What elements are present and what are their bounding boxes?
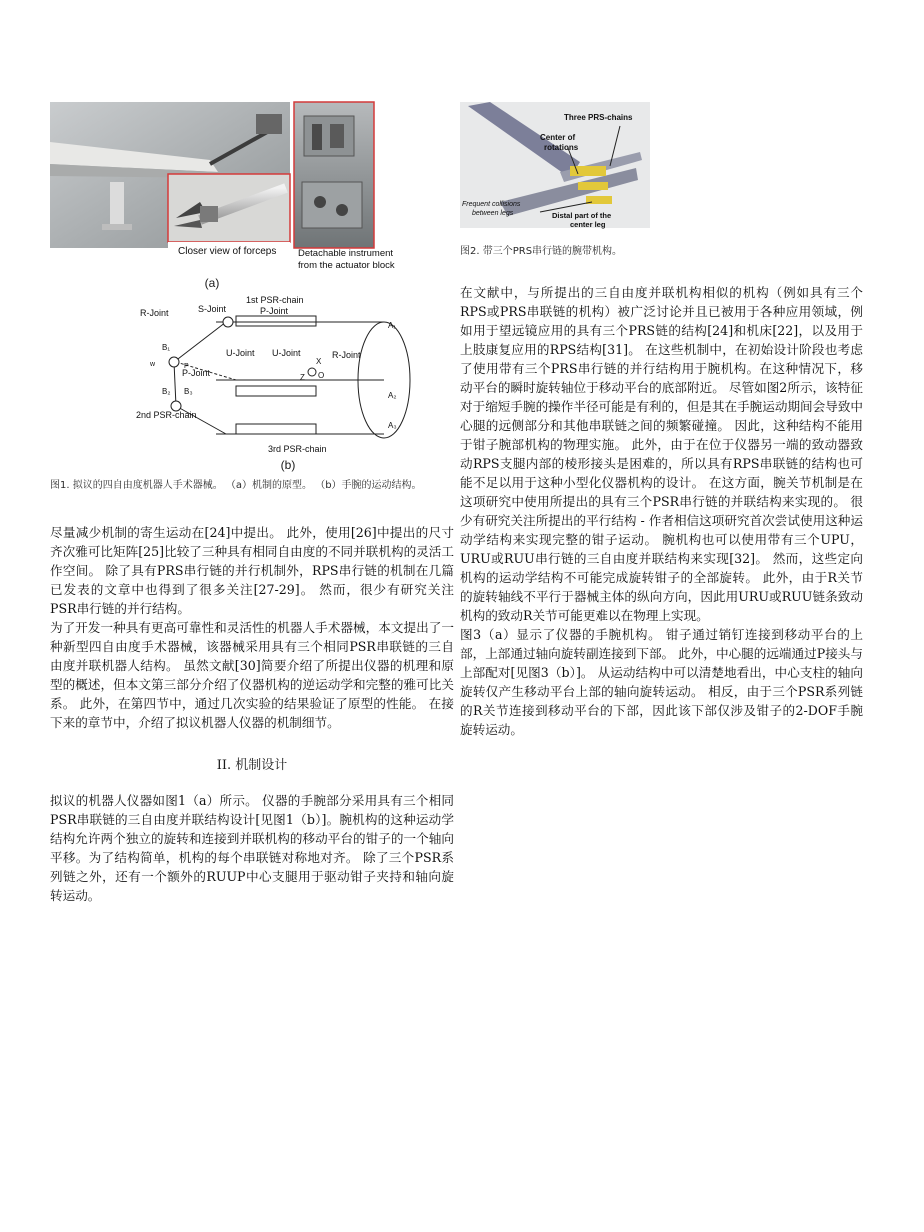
label-s-joint: S-Joint — [198, 304, 227, 314]
actuator-block-top — [304, 116, 354, 156]
instrument-stand — [110, 182, 124, 228]
figure1b-diagram — [136, 294, 440, 456]
inset-forceps-wrist — [200, 206, 218, 222]
label-detachable-2: from the actuator block — [298, 260, 395, 271]
left-column — [50, 102, 454, 905]
label-r-joint-right: R-Joint — [332, 350, 361, 360]
label-detachable-1: Detachable instrument — [298, 248, 394, 259]
right-paragraph-2: 图3（a）显示了仪器的手腕机构。 钳子通过销钉连接到移动平台的上部，上部通过轴向旋转副连接到下部。 此外，中心腿的远端通过P接头与上部配对[见图3（b）]。 从运动结构中可以清楚地看出，中心支柱的轴向旋转仅产生移动平台上部的轴向旋转运动。 相反，由于三个PSR系列链的R关节连接到移动平台的下部，因此该下部仅涉及钳子的2-DOF手腕旋转运动。 — [460, 627, 863, 737]
label-2nd-chain: 2nd PSR-chain — [136, 410, 197, 420]
figure2-svg — [460, 102, 650, 228]
label-center-2: rotations — [544, 143, 579, 152]
right-column — [460, 102, 863, 739]
joint-b1 — [169, 357, 179, 367]
label-b3: B₃ — [184, 387, 193, 396]
label-p: P — [184, 363, 189, 370]
label-p-joint-top: P-Joint — [260, 306, 289, 316]
label-r-joint-left: R-Joint — [140, 308, 169, 318]
chain2-prism — [236, 386, 316, 396]
instrument-stand-base — [102, 224, 132, 230]
label-b1: B₁ — [162, 343, 171, 352]
joint-o — [308, 368, 316, 376]
label-z: Z — [300, 373, 305, 382]
wrist-part — [256, 114, 282, 134]
label-p-joint-mid: P-Joint — [182, 368, 211, 378]
label-b2: B₂ — [162, 387, 171, 396]
figure2-render — [460, 102, 650, 228]
left-paragraph-1: 尽量减少机制的寄生运动在[24]中提出。 此外，使用[26]中提出的尺寸齐次雅可比矩阵[25]比较了三种具有相同自由度的不同并联机构的灵活工作空间。 除了具有PRS串行链的并行机制外，RPS串行链的机制在几篇已发表的文章中也得到了很多关注[27-29]。 然而，很少有研究关注PSR串行链的并行结构。 — [50, 525, 454, 616]
right-paragraph-1: 在文献中，与所提出的三自由度并联机构相似的机构（例如具有三个RPS或PRS串联链的机构）被广泛讨论并且已被用于各种应用领域，例如用于望远镜应用的具有三个PRS链的结构[24]和机床[22]，以及用于上肢康复应用的RPS结构[31]。 在这些机制中，在初始设计阶段也考虑了使用带有三个PRS串行链的并行结构用于腕机构。在这种情况下，移动平台的瞬时旋转轴位于移动平台的底部附近。 尽管如图2所示，该特征对于缩短手腕的操作半径可能是有利的，但是其在手腕运动期间会导致中心腿的远侧部分和其他串联链之间的频繁碰撞。 因此，这种结构不能用于钳子腕部机构的物理实施。 此外，由于在位于仪器另一端的致动器致动RPS支腿内部的棱形接头是困难的，所以具有RPS串联链的结构也可能不足以用于这种小型化仪器机构的设计。 在这方面，腕关节机制是在这项研究中使用所提出的具有三个PSR串行链的并联结构来实现的。 很少有研究关注所提出的平行结构 - 作者相信这项研究首次尝试使用这种运动学结构来实现完整的钳子运动。 腕机构也可以使用带有三个UPU，URU或RUU串行链的三自由度并联结构来实现[32]。 然而，这些定向机构的运动学结构不可能完成旋转钳子的全部旋转。 此外，由于R关节的旋转轴线不平行于器械主体的纵向方向，因此用URU或RUU链条致动机构的致动R关节可能更难以在物理上实现。 — [460, 285, 863, 623]
figure2-caption: 图2. 带三个PRS串行链的腕带机构。 — [460, 246, 623, 257]
label-u-joint-1: U-Joint — [226, 348, 255, 358]
label-closer-view: Closer view of forceps — [178, 246, 277, 257]
label-distal-1: Distal part of the — [552, 211, 612, 220]
figure1a-photo — [50, 102, 395, 274]
figure1a-svg — [50, 102, 395, 274]
label-3rd-chain: 3rd PSR-chain — [268, 444, 327, 454]
actuator-gear-1 — [314, 196, 326, 208]
label-o: O — [318, 371, 325, 380]
chain1-prism — [236, 316, 316, 326]
label-w: w — [150, 361, 156, 368]
label-a3: A₃ — [388, 421, 397, 430]
label-u-joint-2: U-Joint — [272, 348, 301, 358]
prs-chain-2 — [578, 182, 608, 190]
label-a1: A₁ — [388, 321, 397, 330]
figure1b-svg — [136, 294, 440, 456]
label-a2: A₂ — [388, 391, 397, 400]
chain3-prism — [236, 424, 316, 434]
label-1st-chain: 1st PSR-chain — [246, 295, 304, 305]
section-title: II. 机制设计 — [216, 758, 288, 773]
label-x: X — [316, 357, 322, 366]
joint-s — [223, 317, 233, 327]
label-three-prs-chains: Three PRS-chains — [564, 113, 633, 122]
label-center-1: Center of — [540, 133, 576, 142]
label-collisions-2: between legs — [472, 210, 514, 217]
platform-link-1 — [174, 322, 226, 362]
figure1b-sublabel: (b) — [280, 458, 296, 472]
actuator-part-2 — [330, 124, 344, 148]
platform-link-2 — [174, 362, 176, 406]
left-paragraph-2: 为了开发一种具有更高可靠性和灵活性的机器人手术器械，本文提出了一种新型四自由度手术器械，该器械采用具有三个相同PSR串联链的三自由度并联机器人结构。 虽然文献[30]简要介绍了所提出仪器的机理和原型的概述，但本文第三部分介绍了仪器机构的逆运动学和完整的雅可比关系。 此外，在第四节中，通过几次实验的结果验证了原型的性能。 在接下来的章节中，介绍了拟议机器人仪器的机制细节。 — [50, 620, 454, 730]
actuator-block-bottom — [302, 182, 362, 228]
figure1-caption: 图1. 拟议的四自由度机器人手术器械。 （a）机制的原型。 （b）手腕的运动结构。 — [50, 480, 422, 491]
actuator-gear-2 — [336, 204, 348, 216]
label-distal-2: center leg — [570, 220, 606, 229]
left-paragraph-3: 拟议的机器人仪器如图1（a）所示。 仪器的手腕部分采用具有三个相同PSR串联链的三自由度并联结构设计[见图1（b）]。腕机构的这种运动学结构允许两个独立的旋转和连接到并联机构的移动平台的钳子的一个轴向平移。为了结构简单，机构的每个串联链对称地对齐。 除了三个PSR系列链之外，还有一个额外的RUUP中心支腿用于驱动钳子夹持和轴向旋转运动。 — [50, 793, 454, 903]
actuator-part-1 — [312, 124, 322, 150]
figure1a-sublabel: (a) — [204, 276, 220, 290]
label-collisions-1: Frequent collisions — [462, 201, 521, 208]
